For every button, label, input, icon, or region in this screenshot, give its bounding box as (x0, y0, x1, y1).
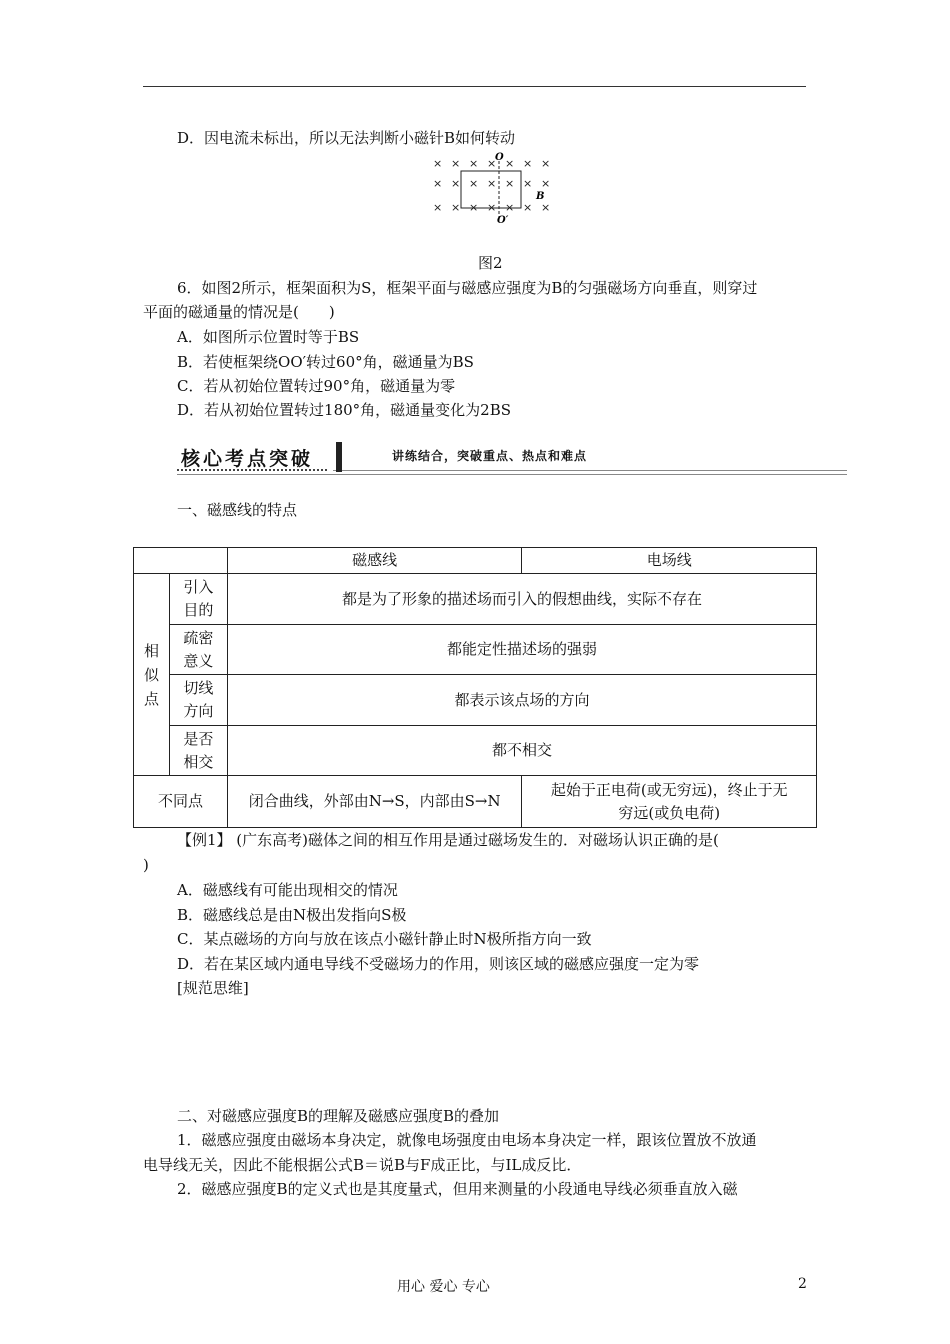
magnetic-field-cross: × (433, 201, 443, 214)
q6-stem-line1: 6．如图2所示，框架面积为S，框架平面与磁感应强度为B的匀强磁场方向垂直，则穿过 (177, 279, 758, 297)
header-magnetic-lines: 磁感线 (227, 548, 522, 574)
magnetic-field-cross: × (487, 177, 497, 190)
comparison-table (133, 547, 817, 828)
magnetic-field-cross: × (433, 177, 443, 190)
section2-p2-line1: 2．磁感应强度B的定义式也是其度量式，但用来测量的小段通电导线必须垂直放入磁 (177, 1180, 738, 1198)
magnetic-field-cross: × (505, 157, 515, 170)
magnetic-field-cross: × (433, 157, 443, 170)
q6-stem-line2: 平面的磁通量的情况是( ) (143, 303, 335, 321)
banner-title: 核心考点突破 (181, 448, 314, 470)
row-label: 切线 方向 (169, 675, 227, 726)
section1-heading: 一、磁感线的特点 (177, 501, 298, 519)
section2-p1-line2: 电导线无关，因此不能根据公式B＝说B与F成正比，与IL成反比． (143, 1156, 582, 1174)
table-header-row (134, 548, 817, 574)
table-empty-cell (134, 548, 228, 574)
example1-option-b: B．磁感线总是由N极出发指向S极 (177, 906, 407, 924)
example1-line1: 【例1】 (广东高考)磁体之间的相互作用是通过磁场发生的．对磁场认识正确的是( (177, 831, 719, 849)
row-content: 都不相交 (227, 726, 816, 776)
example1-thinking: [规范思维] (177, 979, 249, 997)
magnetic-field-cross: × (451, 177, 461, 190)
magnetic-field-cross: × (523, 201, 533, 214)
row-content: 都表示该点场的方向 (227, 675, 816, 726)
magnetic-field-cross: × (487, 157, 497, 170)
row-content: 都是为了形象的描述场而引入的假想曲线，实际不存在 (227, 574, 816, 625)
example1-line2: ) (143, 856, 149, 874)
table-row (134, 726, 817, 776)
magnetic-field-cross: × (541, 177, 551, 190)
example1-option-d: D．若在某区域内通电导线不受磁场力的作用，则该区域的磁感应强度一定为零 (177, 955, 700, 973)
banner-title-box (177, 440, 333, 472)
example1-option-a: A．磁感线有可能出现相交的情况 (177, 881, 398, 899)
group-similar-cell (134, 574, 170, 776)
magnetic-field-cross: × (451, 157, 461, 170)
group-similar-label: 相似点 (143, 641, 159, 708)
section2-heading: 二、对磁感应强度B的理解及磁感应强度B的叠加 (177, 1107, 500, 1125)
magnetic-field-cross: × (541, 201, 551, 214)
magnetic-field-cross: × (487, 201, 497, 214)
magnetic-field-cross: × (523, 157, 533, 170)
label-o-top: O (495, 152, 504, 163)
example1-option-c: C．某点磁场的方向与放在该点小磁针静止时N极所指方向一致 (177, 930, 592, 948)
header-rule (143, 86, 806, 87)
magnetic-field-cross: × (469, 177, 479, 190)
diff-electric: 起始于正电荷(或无穷远)，终止于无 穷远(或负电荷) (522, 776, 817, 828)
banner-bar (336, 442, 342, 472)
q6-option-a: A．如图所示位置时等于BS (177, 328, 360, 346)
diff-magnetic: 闭合曲线，外部由N→S，内部由S→N (227, 776, 522, 828)
section2-p1-line1: 1．磁感应强度由磁场本身决定，就像电场强度由电场本身决定一样，跟该位置放不放通 (177, 1131, 757, 1149)
header-electric-lines: 电场线 (522, 548, 817, 574)
magnetic-field-cross: × (505, 177, 515, 190)
option-d-previous: D．因电流未标出，所以无法判断小磁针B如何转动 (177, 129, 516, 147)
table-row (134, 625, 817, 675)
row-content: 都能定性描述场的强弱 (227, 625, 816, 675)
q6-option-d: D．若从初始位置转过180°角，磁通量变化为2BS (177, 401, 512, 419)
banner-dots (177, 469, 327, 471)
figure-2-diagram (425, 150, 560, 225)
page-number: 2 (798, 1276, 807, 1292)
banner-subtitle: 讲练结合，突破重点、热点和难点 (392, 449, 588, 463)
row-label: 疏密 意义 (169, 625, 227, 675)
q6-option-b: B．若使框架绕OO′转过60°角，磁通量为BS (177, 353, 474, 371)
label-b: B (536, 191, 545, 202)
magnetic-field-cross: × (523, 177, 533, 190)
q6-option-c: C．若从初始位置转过90°角，磁通量为零 (177, 377, 456, 395)
figure-caption: 图2 (478, 254, 503, 272)
magnetic-field-cross: × (541, 157, 551, 170)
magnetic-field-cross: × (451, 201, 461, 214)
footer-slogan: 用心 爱心 专心 (397, 1279, 490, 1295)
row-label: 引入 目的 (169, 574, 227, 625)
diff-label: 不同点 (134, 776, 228, 828)
table-row (134, 574, 817, 625)
magnetic-field-cross: × (469, 201, 479, 214)
label-o-bottom: O′ (497, 215, 509, 225)
row-label: 是否 相交 (169, 726, 227, 776)
magnetic-field-cross: × (505, 201, 515, 214)
magnetic-field-cross: × (469, 157, 479, 170)
table-row-difference (134, 776, 817, 828)
table-row (134, 675, 817, 726)
